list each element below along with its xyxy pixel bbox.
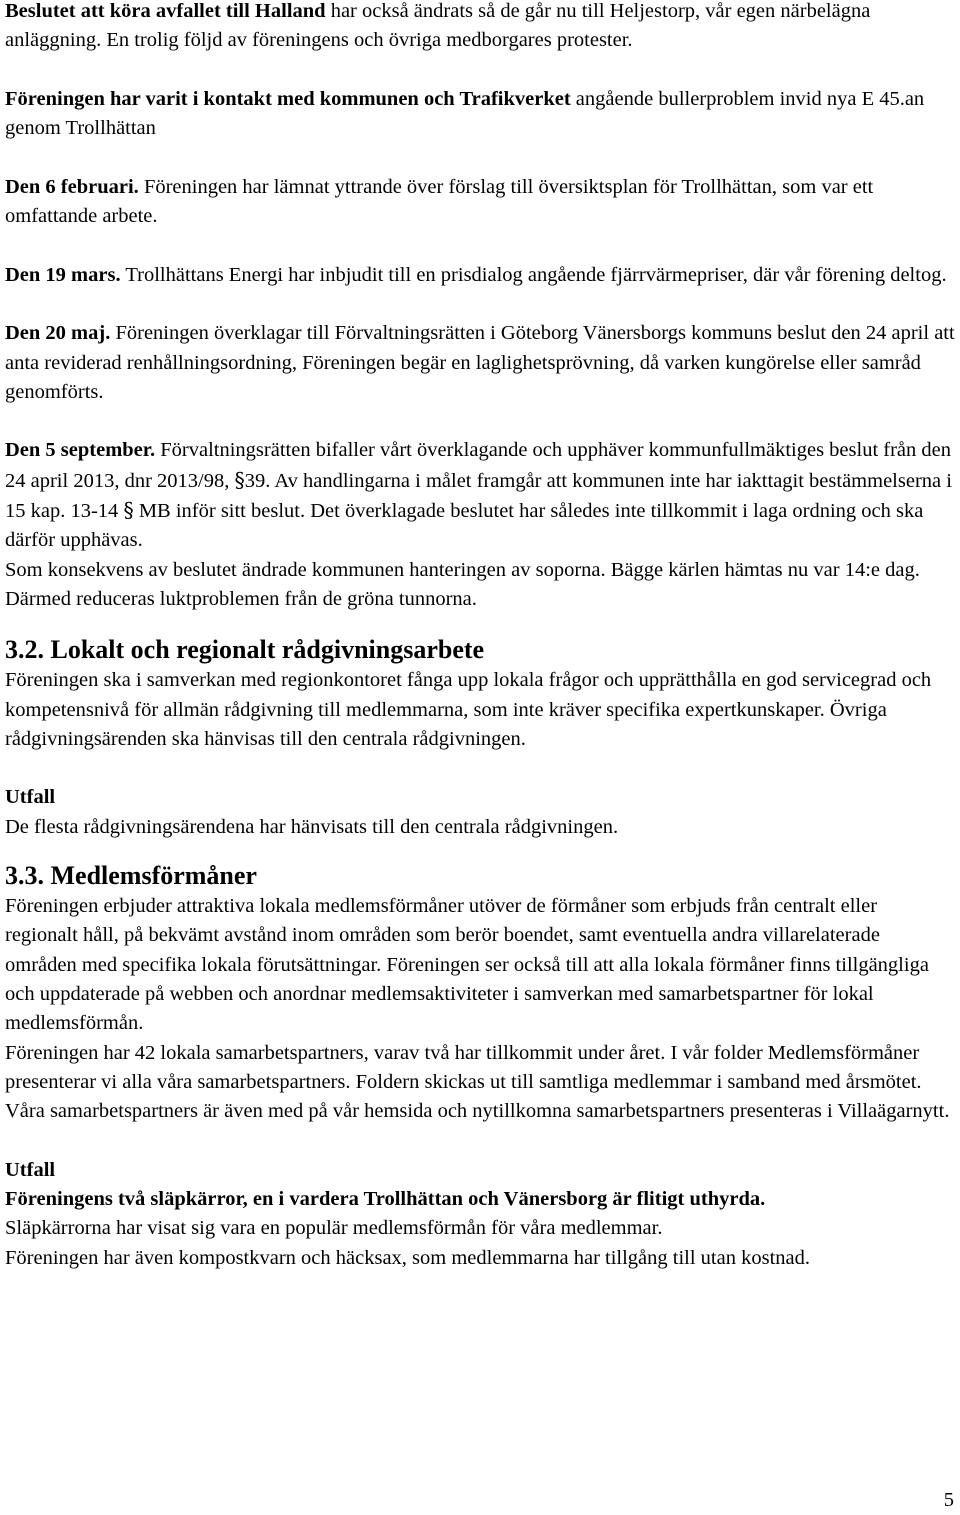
section-body: Föreningen ska i samverkan med regionkontoret fånga upp lokala frågor och upprätthålla en god servicegrad och kompetensnivå för allmän rådgivning till medlemmarna, som inte kräver specifika expertkunskaper. Övriga rådgivningsärenden ska hänvisas till den centrala rådgivningen.: [5, 669, 932, 750]
paragraph-halland: [5, 0, 955, 56]
paragraph-text: MB inför sitt beslut. Det överklagade beslutet har således inte tillkommit i laga ordning och ska därför upphävas.: [5, 500, 924, 552]
section-heading-3-2: [5, 634, 955, 666]
date-label: Den 5 september.: [5, 439, 156, 462]
section-heading-3-3: [5, 860, 955, 892]
paragraph-text: angående bullerproblem invid nya E 45.an genom Trollhättan: [5, 87, 925, 140]
section-symbol: §: [234, 467, 245, 492]
paragraph-lead: Beslutet att köra avfallet till Halland: [5, 0, 326, 22]
paragraph-mar19: [5, 261, 955, 290]
paragraph-feb6: [5, 173, 955, 232]
section-title: Lokalt och regionalt rådgivningsarbete: [44, 635, 485, 665]
paragraph-text: Föreningen har lämnat yttrande över förslag till översiktsplan för Trollhättan, som var ett omfattande arbete.: [5, 175, 874, 228]
section-number: 3.2.: [5, 635, 44, 665]
outcome-heading: Utfall: [5, 1158, 56, 1181]
document-page: [5, 0, 955, 1273]
paragraph-text: Förvaltningsrätten bifaller vårt överklagande och upphäver kommunfullmäktiges beslut från den 24 april 2013, dnr 2013/98,: [5, 439, 951, 492]
date-label: Den 6 februari.: [5, 175, 139, 198]
paragraph-sep5: [5, 436, 955, 555]
paragraph-text: Föreningen överklagar till Förvaltningsrätten i Göteborg Vänersborgs kommuns beslut den 24 april att anta reviderad renhållningsordning, Föreningen begär en laglighetsprövning, då varken kungörelse eller samråd genomförts.: [5, 322, 955, 403]
paragraph-trafikverket: [5, 85, 955, 144]
outcome-heading: Utfall: [5, 786, 56, 809]
outcome-text: Föreningen har även kompostkvarn och häcksax, som medlemmarna har tillgång till utan kostnad.: [5, 1246, 810, 1269]
paragraph-lead: Föreningen har varit i kontakt med kommunen och Trafikverket: [5, 87, 571, 110]
outcome-text: De flesta rådgivningsärendena har hänvisats till den centrala rådgivningen.: [5, 815, 619, 838]
paragraph-consequence: Som konsekvens av beslutet ändrade kommunen hanteringen av soporna. Bägge kärlen hämtas nu var 14:e dag. Därmed reduceras luktproblemen från de gröna tunnorna.: [5, 558, 920, 610]
outcome-lead: Föreningens två släpkärror, en i vardera Trollhättan och Vänersborg är flitigt uthyrda.: [5, 1187, 766, 1210]
paragraph-text: 39. Av handlingarna i målet framgår att kommunen inte har iakttagit bestämmelserna i 15 kap. 13-14: [5, 469, 952, 523]
page-number: 5: [943, 1489, 954, 1511]
outcome-text: Släpkärrorna har visat sig vara en populär medlemsförmån för våra medlemmar.: [5, 1217, 663, 1240]
section-body: Föreningen har 42 lokala samarbetspartners, varav två har tillkommit under året. I vår folder Medlemsförmåner presenterar vi alla våra samarbetspartners. Foldern skickas ut till samtliga medlemmar i samband med årsmötet. Våra samarbetspartners är även med på vår hemsida och nytillkomna samarbetspartners presenteras i Villaägarnytt.: [5, 1041, 950, 1123]
section-symbol: §: [123, 498, 134, 523]
section-body: Föreningen erbjuder attraktiva lokala medlemsförmåner utöver de förmåner som erbjuds från centralt eller regionalt håll, på bekvämt avstånd inom områden som berör boendet, samt eventuella andra villarelaterade områden med specifika lokala förutsättningar. Föreningen ser också till att alla lokala förmåner finns tillgängliga och uppdaterade på webben och anordnar medlemsaktiviteter i samverkan med samarbetspartner för lokal medlemsförmån.: [5, 895, 929, 1035]
section-number: 3.3.: [5, 861, 44, 891]
date-label: Den 19 mars.: [5, 263, 121, 286]
paragraph-may20: [5, 319, 955, 407]
paragraph-text: Trollhättans Energi har inbjudit till en prisdialog angående fjärrvärmepriser, där vår förening deltog.: [120, 263, 947, 286]
paragraph-text: har också ändrats så de går nu till Heljestorp, vår egen närbelägna anläggning. En trolig följd av föreningens och övriga medborgares protester.: [5, 0, 871, 52]
section-title: Medlemsförmåner: [44, 861, 257, 891]
date-label: Den 20 maj.: [5, 322, 111, 345]
